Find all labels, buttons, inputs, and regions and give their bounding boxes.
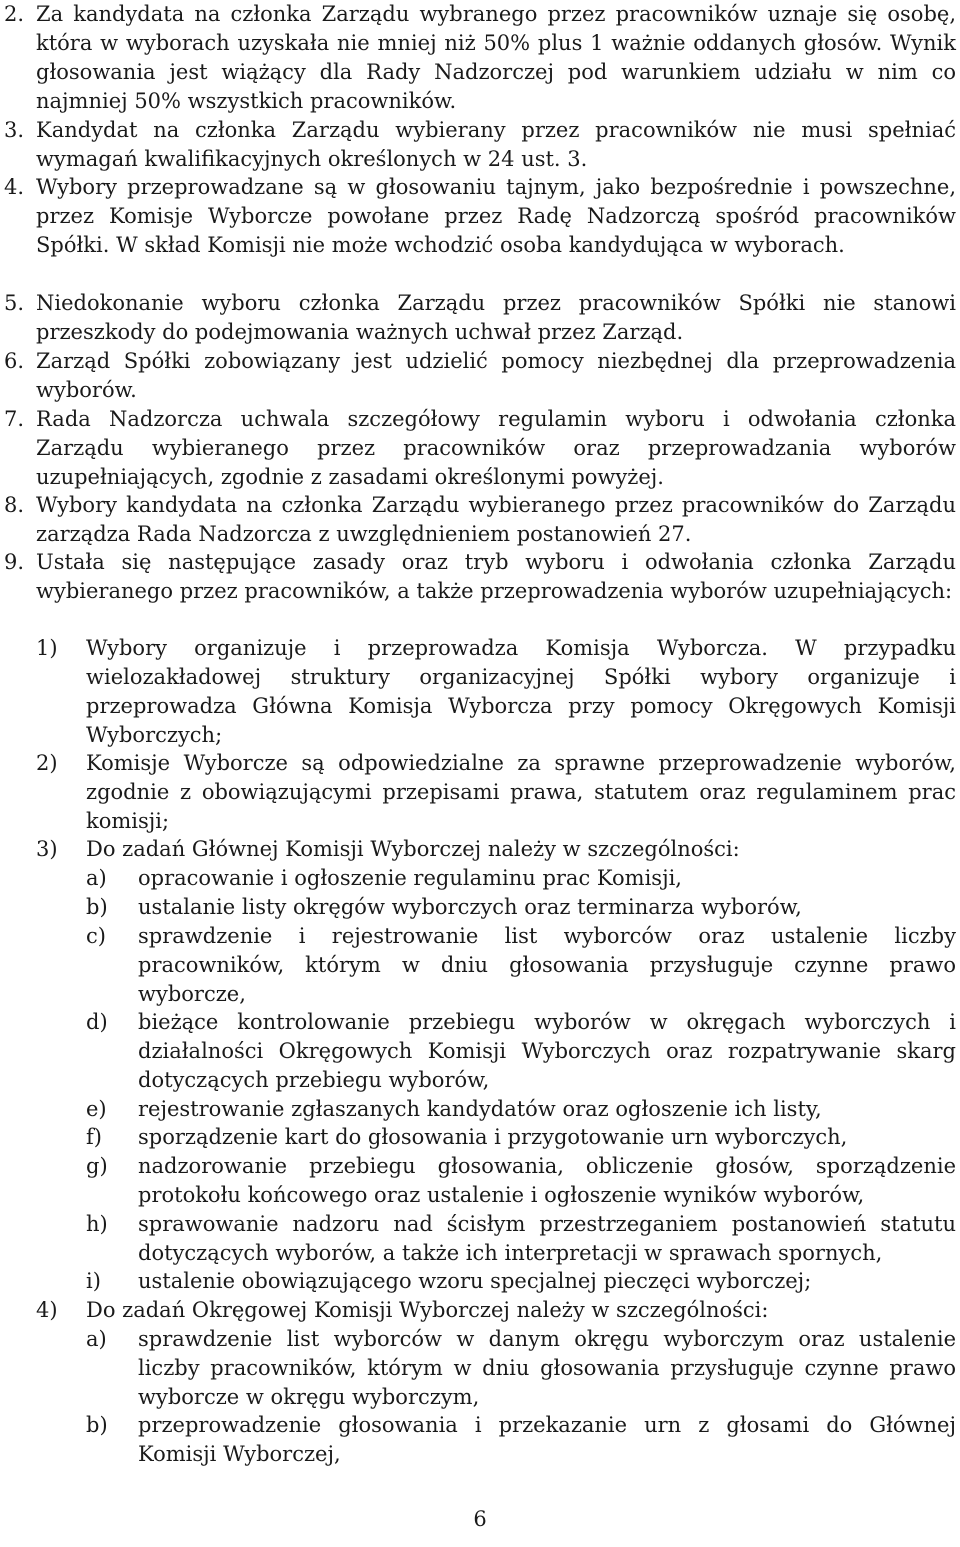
- letter-text: sporządzenie kart do głosowania i przygotowanie urn wyborczych,: [138, 1125, 848, 1149]
- subitem-number: 1): [36, 636, 58, 660]
- subitem-text: Wybory organizuje i przeprowadza Komisja Wyborcza. W przypadku wielozakładowej struktury organizacyjnej Spółki wybory organizuje i przeprowadza Główna Komisja Wyborcza przy pomocy Okręgowych Komisji Wyborczych;: [86, 636, 956, 747]
- letter-number: b): [86, 1413, 108, 1437]
- subitem-text: Do zadań Głównej Komisji Wyborczej należy w szczególności:: [86, 837, 740, 861]
- paragraph-number: 7.: [4, 407, 25, 431]
- letter-number: f): [86, 1125, 102, 1149]
- letter-number: a): [86, 1327, 107, 1351]
- paragraph-text: Wybory kandydata na członka Zarządu wybieranego przez pracowników do Zarządu zarządza Rada Nadzorcza z uwzględnieniem postanowień 27.: [36, 493, 956, 546]
- letter-text: sprawdzenie i rejestrowanie list wyborców oraz ustalenie liczby pracowników, którym w dniu głosowania przysługuje czynne prawo wyborcze,: [138, 924, 956, 1006]
- paragraph-text: Wybory przeprowadzane są w głosowaniu tajnym, jako bezpośrednie i powszechne, przez Komisje Wyborcze powołane przez Radę Nadzorczą spośród pracowników Spółki. W skład Komisji nie może wchodzić osoba kandydująca w wyborach.: [36, 175, 956, 257]
- letter-text: nadzorowanie przebiegu głosowania, obliczenie głosów, sporządzenie protokołu końcowego oraz ustalenie i ogłoszenie wyników wyborów,: [138, 1154, 956, 1207]
- letter-number: c): [86, 924, 106, 948]
- paragraph-text: Rada Nadzorcza uchwala szczegółowy regulamin wyboru i odwołania członka Zarządu wybieranego przez pracowników oraz przeprowadzania wyborów uzupełniających, zgodnie z zasadami określonymi powyżej.: [36, 407, 956, 489]
- paragraph-text: Kandydat na członka Zarządu wybierany przez pracowników nie musi spełniać wymagań kwalifikacyjnych określonych w 24 ust. 3.: [36, 118, 956, 171]
- paragraph-text: Ustała się następujące zasady oraz tryb wyboru i odwołania członka Zarządu wybieranego przez pracowników, a także przeprowadzenia wyborów uzupełniających:: [36, 550, 956, 603]
- paragraph-number: 5.: [4, 291, 25, 315]
- subitem-text: Komisje Wyborcze są odpowiedzialne za sprawne przeprowadzenie wyborów, zgodnie z obowiązującymi przepisami prawa, statutem oraz regulaminem prac komisji;: [86, 751, 956, 833]
- letter-number: a): [86, 866, 107, 890]
- letter-text: sprawowanie nadzoru nad ścisłym przestrzeganiem postanowień statutu dotyczących wyborów, a także ich interpretacji w sprawach spornych,: [138, 1212, 956, 1265]
- letter-number: i): [86, 1269, 101, 1293]
- paragraph-number: 3.: [4, 118, 25, 142]
- paragraph-number: 8.: [4, 493, 25, 517]
- paragraph-number: 9.: [4, 550, 25, 574]
- paragraph-number: 4.: [4, 175, 25, 199]
- paragraph-number: 2.: [4, 2, 25, 26]
- letter-number: b): [86, 895, 108, 919]
- letter-number: e): [86, 1097, 107, 1121]
- letter-number: g): [86, 1154, 108, 1178]
- letter-text: ustalanie listy okręgów wyborczych oraz terminarza wyborów,: [138, 895, 802, 919]
- letter-text: przeprowadzenie głosowania i przekazanie urn z głosami do Głównej Komisji Wyborczej,: [138, 1413, 956, 1466]
- paragraph-text: Niedokonanie wyboru członka Zarządu przez pracowników Spółki nie stanowi przeszkody do podejmowania ważnych uchwał przez Zarząd.: [36, 291, 956, 344]
- subitem-number: 3): [36, 837, 58, 861]
- letter-text: bieżące kontrolowanie przebiegu wyborów w okręgach wyborczych i działalności Okręgowych Komisji Wyborczych oraz rozpatrywanie skarg dotyczących przebiegu wyborów,: [138, 1010, 956, 1092]
- letter-text: opracowanie i ogłoszenie regulaminu prac Komisji,: [138, 866, 682, 890]
- paragraph-text: Za kandydata na członka Zarządu wybranego przez pracowników uznaje się osobę, która w wyborach uzyskała nie mniej niż 50% plus 1 ważnie oddanych głosów. Wynik głosowania jest wiążący dla Rady Nadzorczej pod warunkiem udziału w nim co najmniej 50% wszystkich pracowników.: [36, 2, 956, 113]
- page-number: 6: [473, 1507, 487, 1531]
- paragraph-text: Zarząd Spółki zobowiązany jest udzielić pomocy niezbędnej dla przeprowadzenia wyborów.: [36, 349, 956, 402]
- letter-text: ustalenie obowiązującego wzoru specjalnej pieczęci wyborczej;: [138, 1269, 812, 1293]
- letter-text: rejestrowanie zgłaszanych kandydatów oraz ogłoszenie ich listy,: [138, 1097, 822, 1121]
- subitem-number: 2): [36, 751, 58, 775]
- letter-text: sprawdzenie list wyborców w danym okręgu wyborczym oraz ustalenie liczby pracowników, którym w dniu głosowania przysługuje czynne prawo wyborcze w okręgu wyborczym,: [138, 1327, 956, 1409]
- paragraph-number: 6.: [4, 349, 25, 373]
- subitem-text: Do zadań Okręgowej Komisji Wyborczej należy w szczególności:: [86, 1298, 769, 1322]
- letter-number: h): [86, 1212, 108, 1236]
- letter-number: d): [86, 1010, 108, 1034]
- subitem-number: 4): [36, 1298, 58, 1322]
